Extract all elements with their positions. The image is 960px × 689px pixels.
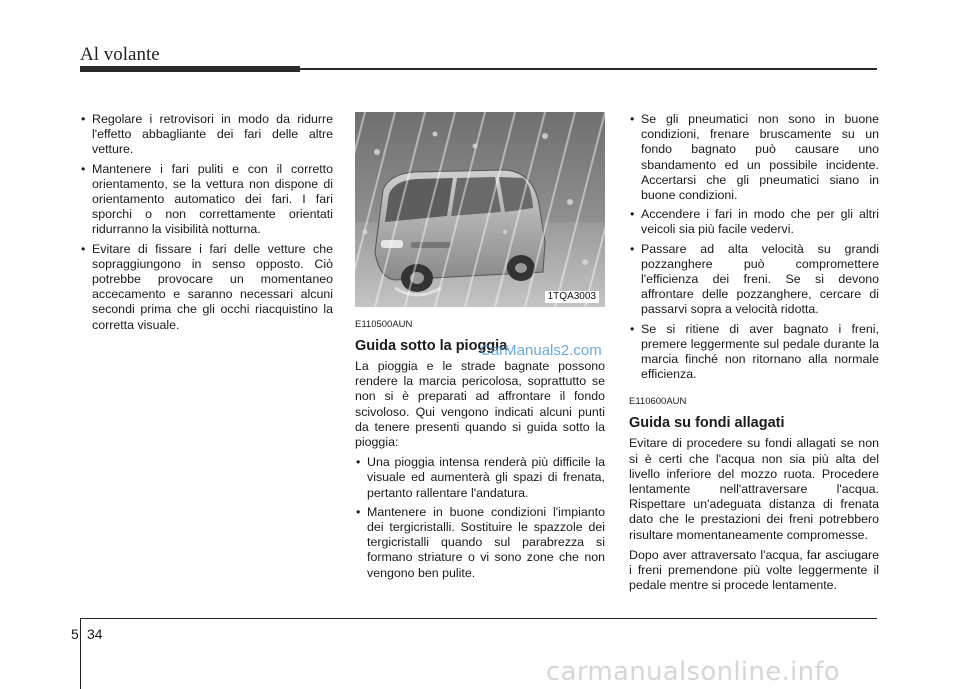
watermark-footer: carmanualsonline.info <box>546 657 841 687</box>
section-heading: Guida su fondi allagati <box>629 415 785 432</box>
car-in-rain-image <box>355 112 605 307</box>
column-right <box>629 112 879 598</box>
list-item: • Se si ritiene di aver bagnato i freni, premere leggermente sul pedale durante la marcia finché non ritornano alla normale efficienza. <box>629 322 879 383</box>
watermark-center: CarManuals2.com <box>480 342 602 359</box>
bullet-list <box>80 112 333 333</box>
list-item: • Mantenere in buone condizioni l'impianto dei tergicristalli. Sostituire le spazzole dei tergicristalli quando sul parabrezza si formano striature o vi sono zone che non vengono ben pulite. <box>355 505 605 581</box>
paragraph: Evitare di procedere su fondi allagati se non si è certi che l'acqua non sia più alta del livello inferiore del mozzo ruota. Procedere lentamente nell'attraversare l'acqua. Rispettare un'adeguata distanza di frenata dato che le prestazioni dei freni potrebbero risultare momentaneamente compromesse. <box>629 436 879 542</box>
header-rule-thick <box>80 66 300 72</box>
footer-divider <box>80 618 81 689</box>
section-title: Al volante <box>80 44 160 65</box>
paragraph: Dopo aver attraversato l'acqua, far asciugare i freni premendone più volte leggermente il pedale mentre si procede lentamente. <box>629 547 879 593</box>
list-item: • Accendere i fari in modo che per gli altri veicoli sia più facile vedervi. <box>629 207 879 237</box>
list-item: • Una pioggia intensa renderà più difficile la visuale ed aumenterà gli spazi di frenata, pertanto rallentare l'andatura. <box>355 455 605 501</box>
figure-code: 1TQA3003 <box>545 291 599 303</box>
list-item: • Regolare i retrovisori in modo da ridurre l'effetto abbagliante dei fari delle altre vetture. <box>80 112 333 158</box>
bullet-list <box>355 455 605 581</box>
list-item: • Mantenere i fari puliti e con il corretto orientamento, se la vettura non dispone di orientamento automatico dei fari. I fari sporchi o non correttamente orientati ridurranno la visibilità notturna. <box>80 162 333 238</box>
bullet-list <box>629 112 879 382</box>
section-code: E110600AUN <box>629 396 687 408</box>
header-rule-thin <box>300 68 877 70</box>
car-rain-figure <box>355 112 605 307</box>
list-item: • Evitare di fissare i fari delle vetture che sopraggiungono in senso opposto. Ciò potrebbe provocare un momentaneo accecamento e saranno necessari alcuni secondi prima che gli occhi riacquistino la corretta visuale. <box>80 242 333 333</box>
column-left <box>80 112 333 337</box>
chapter-number: 5 <box>71 626 79 642</box>
section-intro: La pioggia e le strade bagnate possono rendere la marcia pericolosa, soprattutto se non si è preparati ad affrontare il fondo scivoloso. Qui vengono indicati alcuni punti da tenere presenti quando si guida sotto la pioggia: <box>355 359 605 450</box>
list-item: • Se gli pneumatici non sono in buone condizioni, frenare bruscamente su un fondo bagnato può causare uno sbandamento ed un possibile incidente. Accertarsi che gli pneumatici siano in buone condizioni. <box>629 112 879 203</box>
footer-rule <box>80 618 877 619</box>
section-code: E110500AUN <box>355 319 413 330</box>
list-item: • Passare ad alta velocità su grandi pozzanghere può compromettere l'efficienza dei freni. Se si devono affrontare delle pozzanghere, cercare di passarvi sopra a velocità ridotta. <box>629 242 879 318</box>
section-heading: Guida sotto la pioggia <box>355 338 508 354</box>
page-number: 34 <box>87 626 103 642</box>
